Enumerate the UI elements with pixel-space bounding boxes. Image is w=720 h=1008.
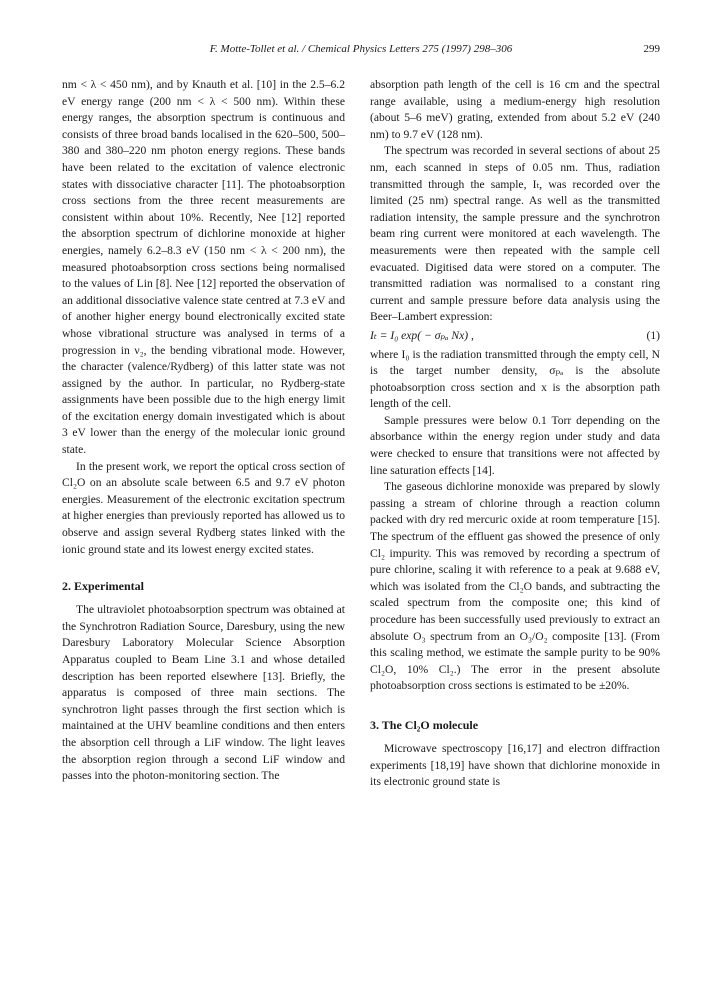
right-column [370, 77, 660, 791]
equation-body: Iₜ = I₀ exp( − σₚₐ Nx) , [370, 328, 474, 342]
paragraph: The ultraviolet photoabsorption spectrum was obtained at the Synchrotron Radiation Source, Daresbury, using the new Daresbury Laboratory Molecular Science Absorption Apparatus coupled to Beam Line 3.1 and whose detailed description has been reported elsewhere [13]. Briefly, the apparatus is composed of three main sections. The synchrotron light passes through the first section which is maintained at the UHV beamline conditions and then enters the absorption cell through a LiF window. The light leaves the absorption region through a second LiF window and passes into the photon-monitoring section. The [62, 603, 345, 783]
page-header [62, 43, 660, 59]
paragraph: Microwave spectroscopy [16,17] and electron diffraction experiments [18,19] have shown that dichlorine monoxide in its electronic ground state is [370, 741, 660, 789]
paragraph: The spectrum was recorded in several sections of about 25 nm, each scanned in steps of 0.05 nm. Thus, radiation transmitted through the sample, Iₜ, was recorded over the limited (25 nm) spectral range. As well as the transmitted radiation intensity, the sample pressure and the synchrotron beam ring current were monitored at each wavelength. The measurements were then repeated with the sample cell evacuated. Digitised data were stored on a computer. The transmitted radiation was normalised to a constant ring current and sample pressure before data analysis using the Beer–Lambert expression: [370, 144, 660, 324]
section-heading-experimental: 2. Experimental [62, 579, 144, 594]
equation-beer-lambert [370, 328, 660, 345]
paragraph: Sample pressures were below 0.1 Torr depending on the absorbance within the energy region under study and data were checked to ensure that transitions were not affected by line saturation effects [14]. [370, 413, 660, 477]
running-head: F. Motte-Tollet et al. / Chemical Physics Letters 275 (1997) 298–306 [209, 43, 513, 55]
paragraph: In the present work, we report the optical cross section of Cl₂O on an absolute scale between 6.5 and 9.7 eV photon energies. Measurement of the electronic excitation spectrum at higher energies than previously reported has allowed us to observe and assign several Rydberg states linked with the ionic ground state and its lowest energy excited states. [62, 459, 345, 556]
equation-number: (1) [646, 328, 660, 342]
section-heading-cl2o-molecule: 3. The Cl₂O molecule [370, 717, 479, 732]
paragraph: where I₀ is the radiation transmitted through the empty cell, N is the target number density, σₚₐ is the absolute photoabsorption cross section and x is the absorption path length of the cell. [370, 347, 660, 411]
paragraph: The gaseous dichlorine monoxide was prepared by slowly passing a stream of chlorine through a reaction column packed with dry red mercuric oxide at room temperature [15]. The spectrum of the effluent gas showed the presence of only Cl₂ impurity. This was removed by recording a spectrum of pure chlorine, scaling it with reference to a peak at 9.688 eV, which was isolated from the Cl₂O bands, and subtracting the scaled spectrum from the composite one; this kind of procedure has been successfully used previously to extract an absolute O₃ spectrum from an O₃/O₂ composite [13]. (From this scaling method, we estimate the sample purity to be 90% Cl₂O, 10% Cl₂.) The error in the present absolute photoabsorption cross sections is estimated to be ±20%. [370, 480, 660, 693]
page-number: 299 [643, 43, 660, 55]
paragraph: absorption path length of the cell is 16 cm and the spectral range available, using a medium-energy high resolution (about 5–6 meV) grating, extended from about 5.2 eV (240 nm) to 9.7 eV (128 nm). [370, 78, 660, 141]
paragraph: nm < λ < 450 nm), and by Knauth et al. [10] in the 2.5–6.2 eV energy range (200 nm < λ < 500 nm). Within these energy ranges, the absorption spectrum is continuous and consists of three broad bands localised in the 620–500, 500–380 and 380–220 nm photon energy regions. These bands have been related to the excitation of valence electronic states with dissociative character [11]. The photoabsorption cross sections from the three recent measurements are consistent within about 10%. Recently, Nee [12] reported the absorption spectrum of dichlorine monoxide at higher energies, namely 6.2–8.3 eV (150 nm < λ < 200 nm), the measured photoabsorption cross sections being normalised to the values of Lin [8]. Nee [12] reported the observation of an additional dissociative valence state centred at 7.3 eV and of another higher energy bound electronically excited state whose vibrational structure was analysed in terms of a progression in ν₂, the bending vibrational mode. However, the character (valence/Rydberg) of this latter state was not assigned by the author. In particular, no Rydberg-state assignments have been possible due to the high energy limit of the excitation energy domain investigated which is about 3 eV lower than the energy of the molecular ionic ground state. [62, 78, 345, 457]
left-column [62, 77, 345, 785]
